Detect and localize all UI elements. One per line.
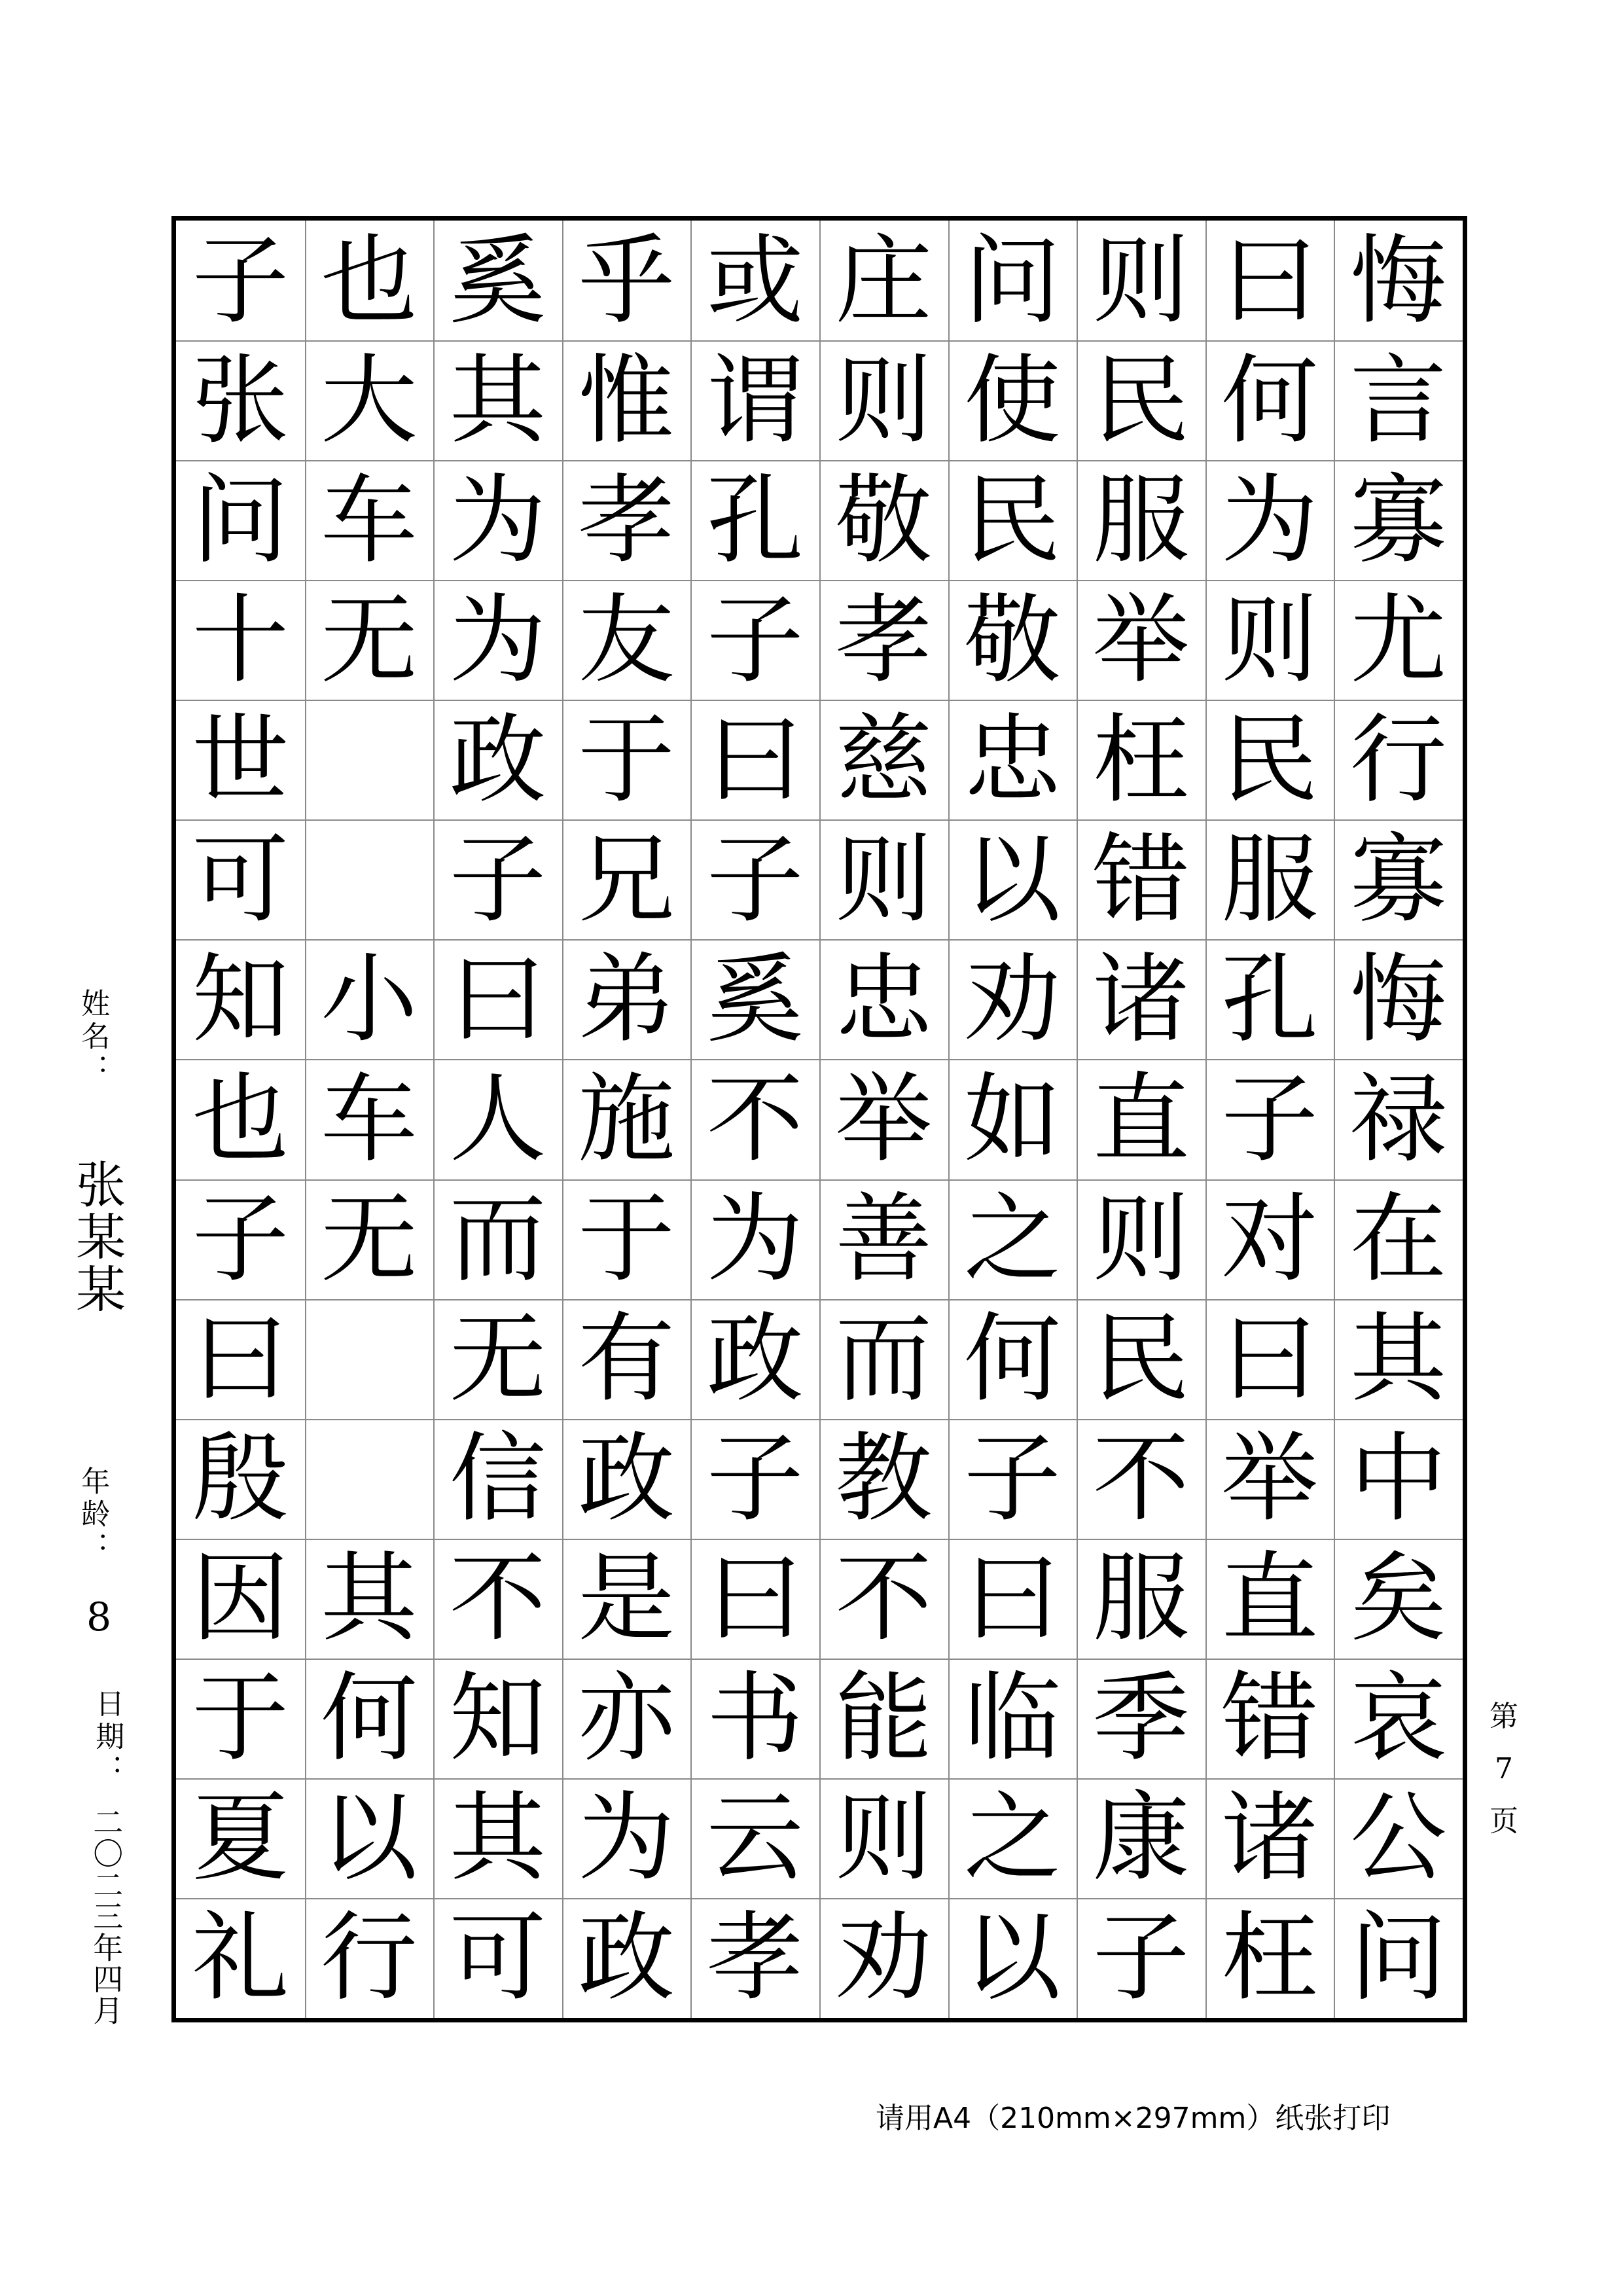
text-column <box>305 221 434 2018</box>
character-cell: 小 <box>320 942 418 1056</box>
date-block <box>92 1689 122 1787</box>
character-cell: 错 <box>1092 823 1190 936</box>
text-column <box>690 221 819 2018</box>
character-cell: 悔 <box>1349 942 1447 1056</box>
character-cell: 悔 <box>1349 224 1447 337</box>
character-cell: 曰 <box>706 1542 804 1655</box>
text-column <box>1077 221 1205 2018</box>
character-cell: 弟 <box>578 942 675 1056</box>
character-cell: 敬 <box>963 583 1061 696</box>
character-cell: 孝 <box>578 463 675 577</box>
name-label: 姓名： <box>76 988 110 1086</box>
character-cell: 则 <box>835 344 933 457</box>
character-cell: 曰 <box>1221 1302 1319 1416</box>
character-cell: 忠 <box>835 942 933 1056</box>
text-column <box>433 221 562 2018</box>
name-value: 张某某 <box>67 1158 126 1316</box>
character-cell: 张 <box>192 344 289 457</box>
character-cell: 诸 <box>1221 1782 1319 1895</box>
text-column <box>176 221 305 2018</box>
name-block <box>76 988 110 1086</box>
character-cell: 而 <box>449 1183 546 1296</box>
character-cell: 夏 <box>192 1782 289 1895</box>
character-cell: 尤 <box>1349 583 1447 696</box>
character-cell: 其 <box>320 1542 418 1655</box>
character-cell: 在 <box>1349 1183 1447 1296</box>
character-cell: 枉 <box>1221 1901 1319 2015</box>
character-cell: 奚 <box>706 942 804 1056</box>
character-cell: 忠 <box>963 703 1061 816</box>
age-label: 年龄： <box>76 1466 110 1564</box>
character-cell: 不 <box>449 1542 546 1655</box>
character-cell: 问 <box>192 463 289 577</box>
character-cell: 曰 <box>963 1542 1061 1655</box>
page-number-block <box>1489 1702 1518 1837</box>
character-cell: 诸 <box>1092 942 1190 1056</box>
character-cell: 言 <box>1349 344 1447 457</box>
character-cell: 善 <box>835 1183 933 1296</box>
character-cell: 行 <box>320 1901 418 2015</box>
character-cell: 之 <box>963 1782 1061 1895</box>
character-cell: 错 <box>1221 1662 1319 1775</box>
character-cell: 民 <box>1092 1302 1190 1416</box>
character-cell: 寡 <box>1349 463 1447 577</box>
page-suffix: 页 <box>1489 1804 1518 1839</box>
character-cell <box>305 1299 434 1419</box>
character-cell: 子 <box>963 1422 1061 1535</box>
character-cell: 曰 <box>1221 224 1319 337</box>
character-cell: 何 <box>1221 344 1319 457</box>
character-cell: 劝 <box>835 1901 933 2015</box>
character-cell: 服 <box>1092 1542 1190 1655</box>
character-cell: 则 <box>1092 224 1190 337</box>
character-cell: 枉 <box>1092 703 1190 816</box>
character-cell: 季 <box>1092 1662 1190 1775</box>
character-cell: 谓 <box>706 344 804 457</box>
character-cell: 或 <box>706 224 804 337</box>
character-cell: 无 <box>449 1302 546 1416</box>
character-cell: 施 <box>578 1062 675 1175</box>
character-cell <box>305 819 434 939</box>
character-cell: 于 <box>578 703 675 816</box>
character-cell: 为 <box>706 1183 804 1296</box>
age-value-block <box>86 1594 112 1640</box>
age-value: 8 <box>86 1594 112 1640</box>
character-cell: 信 <box>449 1422 546 1535</box>
character-cell: 子 <box>192 224 289 337</box>
character-cell: 书 <box>706 1662 804 1775</box>
character-cell: 政 <box>578 1422 675 1535</box>
text-column <box>819 221 948 2018</box>
character-cell: 也 <box>320 224 418 337</box>
character-cell: 哀 <box>1349 1662 1447 1775</box>
character-cell: 曰 <box>192 1302 289 1416</box>
character-cell: 对 <box>1221 1183 1319 1296</box>
character-cell <box>305 1419 434 1539</box>
character-cell: 奚 <box>449 224 546 337</box>
character-cell: 孔 <box>706 463 804 577</box>
character-cell: 则 <box>1092 1183 1190 1296</box>
character-cell: 政 <box>706 1302 804 1416</box>
character-cell: 直 <box>1221 1542 1319 1655</box>
character-cell: 其 <box>449 1782 546 1895</box>
character-cell: 是 <box>578 1542 675 1655</box>
character-cell: 使 <box>963 344 1061 457</box>
name-value-block <box>67 1158 126 1316</box>
character-cell: 殷 <box>192 1422 289 1535</box>
character-cell: 于 <box>578 1183 675 1296</box>
character-cell <box>305 700 434 819</box>
character-cell: 服 <box>1092 463 1190 577</box>
character-cell: 十 <box>192 583 289 696</box>
character-cell: 则 <box>835 1782 933 1895</box>
character-cell: 子 <box>1092 1901 1190 2015</box>
character-cell: 中 <box>1349 1422 1447 1535</box>
character-cell: 不 <box>835 1542 933 1655</box>
character-cell: 不 <box>706 1062 804 1175</box>
character-cell: 庄 <box>835 224 933 337</box>
character-cell: 教 <box>835 1422 933 1535</box>
character-cell: 民 <box>1221 703 1319 816</box>
character-cell: 举 <box>1221 1422 1319 1535</box>
character-cell: 禄 <box>1349 1062 1447 1175</box>
character-cell: 劝 <box>963 942 1061 1056</box>
date-value: 二〇二三年四月 <box>88 1806 124 2026</box>
character-cell: 曰 <box>706 703 804 816</box>
character-cell: 能 <box>835 1662 933 1775</box>
character-cell: 服 <box>1221 823 1319 936</box>
character-cell: 曰 <box>449 942 546 1056</box>
character-cell: 子 <box>706 823 804 936</box>
character-cell: 其 <box>449 344 546 457</box>
character-cell: 友 <box>578 583 675 696</box>
character-cell: 问 <box>1349 1901 1447 2015</box>
character-cell: 慈 <box>835 703 933 816</box>
character-cell: 之 <box>963 1183 1061 1296</box>
character-cell: 子 <box>449 823 546 936</box>
character-cell: 亦 <box>578 1662 675 1775</box>
character-cell: 知 <box>449 1662 546 1775</box>
character-cell: 则 <box>1221 583 1319 696</box>
character-cell: 无 <box>320 1183 418 1296</box>
character-cell: 知 <box>192 942 289 1056</box>
character-cell: 如 <box>963 1062 1061 1175</box>
character-cell: 大 <box>320 344 418 457</box>
character-cell: 子 <box>706 583 804 696</box>
character-cell: 无 <box>320 583 418 696</box>
character-cell: 举 <box>835 1062 933 1175</box>
character-cell: 云 <box>706 1782 804 1895</box>
character-cell: 世 <box>192 703 289 816</box>
date-label: 日期： <box>90 1689 124 1787</box>
character-cell: 子 <box>1221 1062 1319 1175</box>
character-cell: 为 <box>1221 463 1319 577</box>
character-cell: 孝 <box>835 583 933 696</box>
text-column <box>562 221 691 2018</box>
character-cell: 乎 <box>578 224 675 337</box>
text-column <box>948 221 1077 2018</box>
character-cell: 子 <box>706 1422 804 1535</box>
character-cell: 政 <box>449 703 546 816</box>
character-cell: 其 <box>1349 1302 1447 1416</box>
character-cell: 行 <box>1349 703 1447 816</box>
character-cell: 以 <box>320 1782 418 1895</box>
character-cell: 礼 <box>192 1901 289 2015</box>
character-cell: 也 <box>192 1062 289 1175</box>
character-cell: 以 <box>963 823 1061 936</box>
date-value-block <box>90 1806 122 2026</box>
character-cell: 可 <box>192 823 289 936</box>
character-cell: 直 <box>1092 1062 1190 1175</box>
character-cell: 寡 <box>1349 823 1447 936</box>
character-cell: 民 <box>963 463 1061 577</box>
character-cell: 车 <box>320 463 418 577</box>
character-cell: 因 <box>192 1542 289 1655</box>
character-cell: 矣 <box>1349 1542 1447 1655</box>
character-cell: 为 <box>578 1782 675 1895</box>
character-cell: 孔 <box>1221 942 1319 1056</box>
character-cell: 以 <box>963 1901 1061 2015</box>
character-cell: 举 <box>1092 583 1190 696</box>
character-cell: 人 <box>449 1062 546 1175</box>
character-cell: 则 <box>835 823 933 936</box>
character-cell: 惟 <box>578 344 675 457</box>
character-cell: 公 <box>1349 1782 1447 1895</box>
character-cell: 可 <box>449 1901 546 2015</box>
character-cell: 兄 <box>578 823 675 936</box>
text-column <box>1334 221 1463 2018</box>
age-block <box>76 1466 110 1564</box>
character-cell: 问 <box>963 224 1061 337</box>
character-cell: 临 <box>963 1662 1061 1775</box>
character-cell: 敬 <box>835 463 933 577</box>
character-cell: 孝 <box>706 1901 804 2015</box>
page-prefix: 第 <box>1489 1700 1518 1733</box>
character-cell: 于 <box>192 1662 289 1775</box>
character-cell: 不 <box>1092 1422 1190 1535</box>
print-note: 请用A4（210mm×297mm）纸张打印 <box>876 2102 1391 2135</box>
character-cell: 为 <box>449 463 546 577</box>
page-number: 7 <box>1495 1752 1513 1786</box>
character-cell: 何 <box>320 1662 418 1775</box>
character-cell: 政 <box>578 1901 675 2015</box>
character-cell: 车 <box>320 1062 418 1175</box>
text-column <box>1205 221 1334 2018</box>
character-cell: 康 <box>1092 1782 1190 1895</box>
copybook-grid <box>171 216 1467 2022</box>
character-cell: 子 <box>192 1183 289 1296</box>
character-cell: 为 <box>449 583 546 696</box>
character-cell: 民 <box>1092 344 1190 457</box>
character-cell: 而 <box>835 1302 933 1416</box>
character-cell: 何 <box>963 1302 1061 1416</box>
character-cell: 有 <box>578 1302 675 1416</box>
